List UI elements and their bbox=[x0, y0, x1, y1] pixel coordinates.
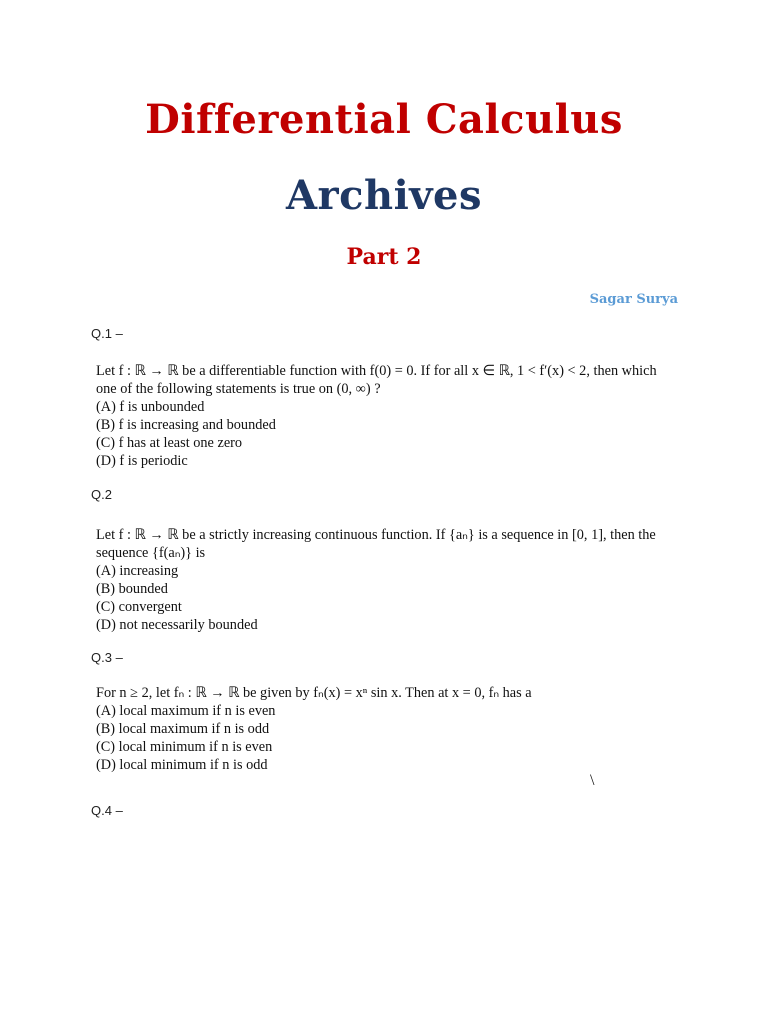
question-2-line: sequence {f(aₙ)} is bbox=[96, 545, 206, 561]
question-3-label: Q.3 – bbox=[91, 650, 123, 665]
page-subtitle: Part 2 bbox=[346, 244, 422, 270]
question-2-line: Let f : ℝ → ℝ be a strictly increasing continuous function. If {aₙ} is a sequence in [0, 1], then the bbox=[96, 527, 656, 543]
question-1-option-a: (A) f is unbounded bbox=[96, 399, 205, 415]
question-1-label: Q.1 – bbox=[91, 326, 123, 341]
question-1-line: one of the following statements is true on (0, ∞) ? bbox=[96, 381, 381, 397]
question-3-line: For n ≥ 2, let fₙ : ℝ → ℝ be given by fₙ(x) = xⁿ sin x. Then at x = 0, fₙ has a bbox=[96, 685, 532, 701]
page-title-line-1: Differential Calculus bbox=[145, 96, 623, 143]
question-1-option-c: (C) f has at least one zero bbox=[96, 435, 243, 451]
question-2-body bbox=[96, 526, 680, 634]
question-3-option-b: (B) local maximum if n is odd bbox=[96, 721, 270, 737]
question-2-option-b: (B) bounded bbox=[96, 581, 168, 597]
question-1-option-b: (B) f is increasing and bounded bbox=[96, 417, 276, 433]
question-2-option-c: (C) convergent bbox=[96, 599, 182, 615]
question-1-body bbox=[96, 362, 680, 470]
author-name: Sagar Surya bbox=[589, 292, 678, 307]
question-1-option-d: (D) f is periodic bbox=[96, 453, 188, 469]
question-3-option-a: (A) local maximum if n is even bbox=[96, 703, 276, 719]
question-2-option-a: (A) increasing bbox=[96, 563, 179, 579]
question-4-label: Q.4 – bbox=[91, 803, 123, 818]
question-2-label: Q.2 bbox=[91, 487, 112, 502]
question-3-option-d: (D) local minimum if n is odd bbox=[96, 757, 268, 773]
question-2-option-d: (D) not necessarily bounded bbox=[96, 617, 258, 633]
question-1-line: Let f : ℝ → ℝ be a differentiable function with f(0) = 0. If for all x ∈ ℝ, 1 < f′(x) < 2, then which bbox=[96, 363, 657, 379]
question-3-option-c: (C) local minimum if n is even bbox=[96, 739, 273, 755]
stray-backslash-mark: \ bbox=[590, 772, 595, 789]
question-3-body bbox=[96, 684, 680, 774]
page-title-line-2: Archives bbox=[286, 172, 482, 219]
